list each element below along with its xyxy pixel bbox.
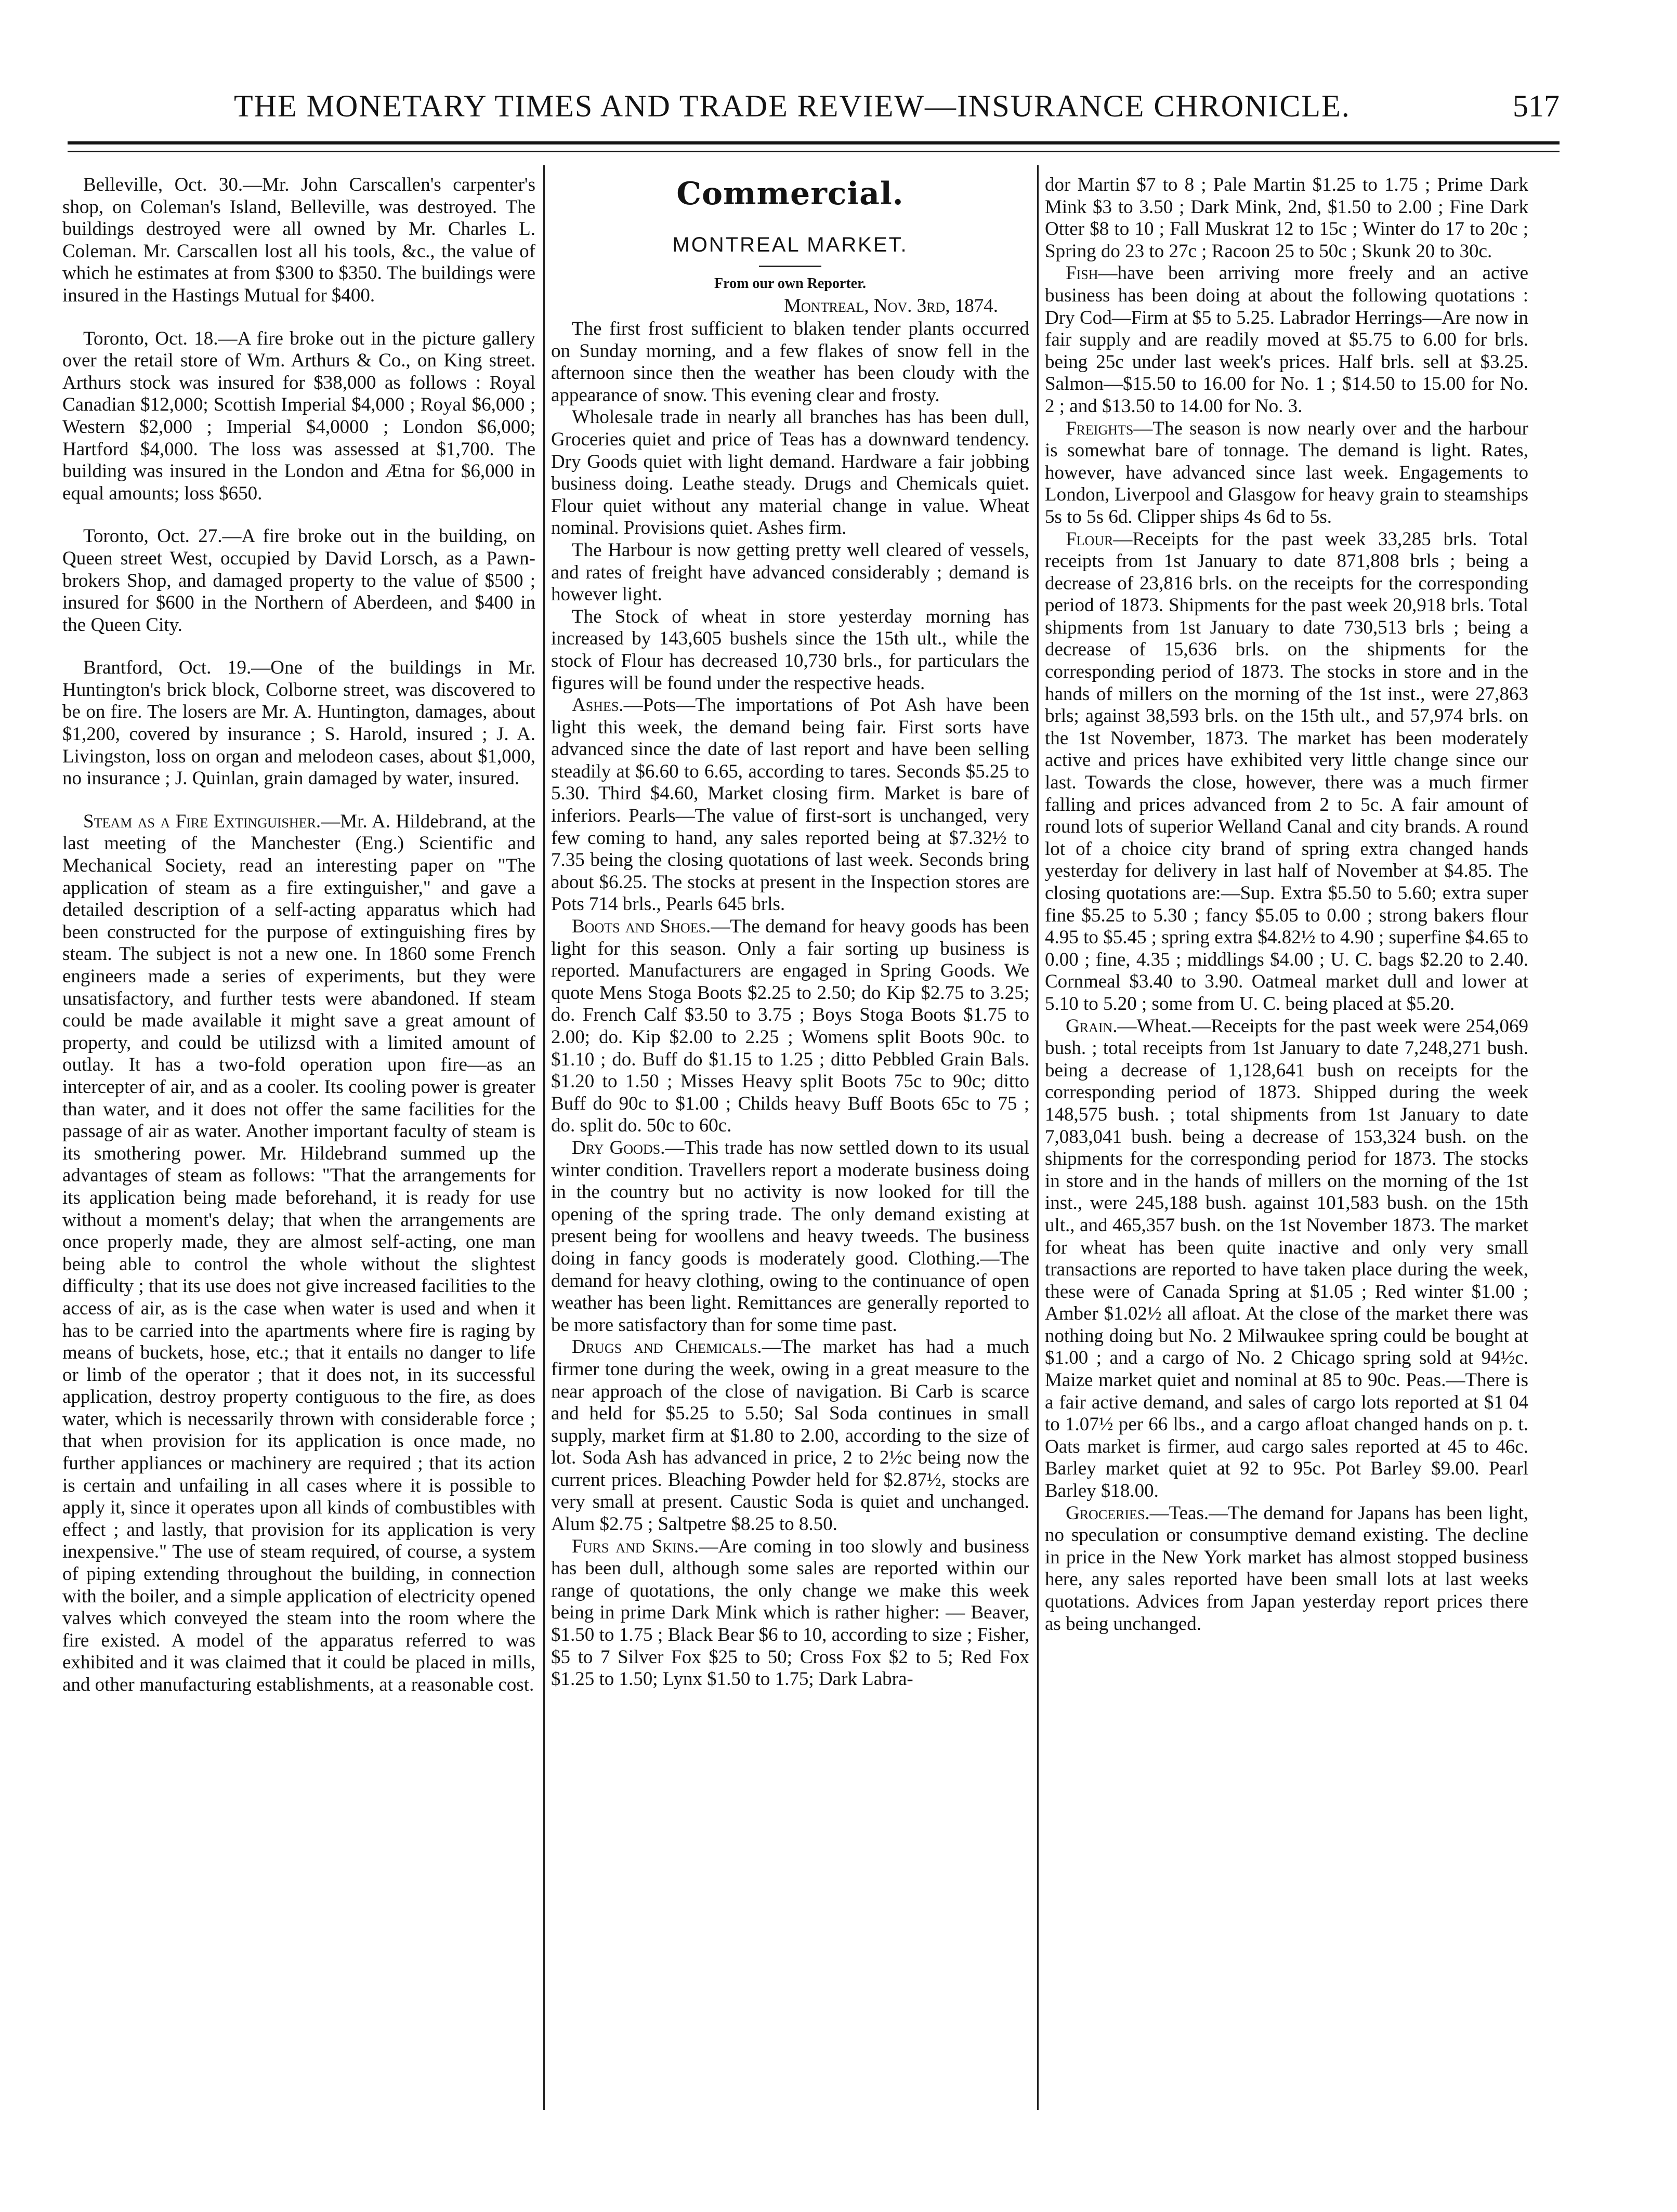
paragraph-weather: The first frost sufficient to blaken tender plants occurred on Sunday morning, and a few flakes of snow fell in the afternoon since then the weather has been cloudy with the appearance of snow. This evening clear and frosty. (551, 318, 1029, 406)
column-divider (543, 165, 545, 2110)
market-grain (1045, 1016, 1528, 1503)
column-divider (1037, 165, 1039, 2110)
article-steam-extinguisher (62, 811, 535, 1696)
market-title: MONTREAL MARKET. (672, 233, 908, 256)
section-title: Commercial. (676, 176, 904, 212)
market-heading: Flour (1066, 528, 1113, 550)
page-number: 517 (1513, 89, 1560, 123)
market-body: —Receipts for the past week 33,285 brls. Total receipts from 1st January to date 871,808 brls ; being a decrease of 23,816 brls. on the receipts for the corresponding period of 1873. Shipments for the past week 20,918 brls. Total shipments from 1st January to date 730,513 brls ; being a decrease of 15,636 brls. on the shipments for the corresponding period of 1873. The stocks in store and in the hands of millers on the morning of the 1st inst., were 27,863 brls; against 38,593 brls. on the 15th ult., and 57,974 brls. on the 1st November, 1873. The market has been moderately active and prices have exhibited very little change since our last. Towards the close, however, there was a much firmer falling and prices advanced from 2 to 5c. A fair amount of round lots of superior Welland Canal and city brands. A round lot of a choice city brand of spring extra changed hands yesterday for delivery in last half of November at $4.85. The closing quotations are:—Sup. Extra $5.50 to 5.60; extra super fine $5.25 to 5.30 ; fancy $5.05 to 0.00 ; strong bakers flour 4.95 to $5.45 ; spring extra $4.82½ to 4.90 ; superfine $4.65 to 0.00 ; fine, 4.35 ; middlings $4.00 ; U. C. bags $2.20 to 2.40. Cornmeal $3.40 to 3.90. Oatmeal market dull and lower at 5.10 to 5.20 ; some from U. C. being placed at $5.20. (1045, 528, 1528, 1015)
market-heading: Groceries. (1066, 1502, 1150, 1524)
market-fish (1045, 262, 1528, 417)
market-body: —Are coming in too slowly and business has been dull, although some sales are reported within our range of quotations, the only change we make this week being in prime Dark Mink which is rather higher: — Beaver, $1.50 to 1.75 ; Black Bear $6 to 10, according to size ; Fisher, $5 to 7 Silver Fox $25 to 50; Cross Fox $2 to 5; Red Fox $1.25 to 1.50; Lynx $1.50 to 1.75; Dark Labra- (551, 1535, 1029, 1690)
dateline: Montreal, Nov. 3rd, 1874. (784, 295, 998, 317)
article-toronto-oct-27: Toronto, Oct. 27.—A fire broke out in the building, on Queen street West, occupied by David Lorsch, as a Pawn-brokers Shop, and damaged property to the value of $500 ; insured for $600 in the Northern of Aberdeen, and $400 in the Queen City. (62, 525, 535, 636)
market-furs-continued: dor Martin $7 to 8 ; Pale Martin $1.25 to 1.75 ; Prime Dark Mink $3 to 3.50 ; Dark Mink, 2nd, $1.50 to 2.00 ; Fine Dark Otter $8 to 10 ; Fall Muskrat 12 to 15c ; Winter do 17 to 20c ; Spring do 23 to 27c ; Racoon 25 to 50c ; Skunk 20 to 30c. (1045, 174, 1528, 262)
market-furs-skins (551, 1536, 1029, 1691)
paragraph-wholesale: Wholesale trade in nearly all branches has has been dull, Groceries quiet and price of Teas has a downward tendency. Dry Goods quiet with light demand. Hardware a fair jobbing business doing. Leathe steady. Drugs and Chemicals quiet. Flour quiet without any material change in value. Wheat nominal. Provisions quiet. Ashes firm. (551, 406, 1029, 539)
market-drugs-chemicals (551, 1336, 1029, 1535)
market-flour (1045, 529, 1528, 1016)
column-middle (551, 174, 1029, 2108)
market-dry-goods (551, 1137, 1029, 1336)
market-heading: Freights (1066, 417, 1134, 439)
article-body: —Mr. A. Hildebrand, at the last meeting of the Manchester (Eng.) Scientific and Mechanical Society, read an interesting paper on "The application of steam as a fire extinguisher," and gave a detailed description of a self-acting apparatus which had been constructed for the purpose of extinguishing fires by steam. The subject is not a new one. In 1860 some French engineers made a series of experiments, but they were unsatisfactory, and further tests were abandoned. If steam could be made available it might save a great amount of property, and could be utilizsd with a limited amount of outlay. It has a two-fold operation upon fire—as an intercepter of air, and as a cooler. Its cooling power is greater than water, and it does not offer the same facilities for the passage of air as water. Another important faculty of steam is its smothering power. Mr. Hildebrand summed up the advantages of steam as follows: "That the arrangements for its application being made beforehand, it is ready for use without a moment's delay; that when the arrangements are once properly made, they are almost self-acting, one man being able to control the whole without the slightest difficulty ; that its use does not give increased facilities to the access of air, as is the case when water is used and when it has to be carried into the apartments where fire is raging by means of buckets, hose, etc.; that it entails no danger to life or limb of the operator ; that it does not, in its successful application, destroy property contiguous to the fire, as does water, which is necessarily thrown with considerable force ; that when provision for its application is once made, no further appliances or machinery are required ; that its action is certain and unfailing in all cases where it is possible to apply it, since it operates upon all kinds of combustibles with effect ; and lastly, that provision for its application is very inexpensive." The use of steam required, of course, a system of piping extending throughout the building, in connection with the boiler, and a simple application of electricity opened valves which conveyed the steam into the room where the fire existed. A model of the apparatus referred to was exhibited and it was claimed that it could be placed in mills, and other manufacturing establishments, at a reasonable cost. (62, 810, 535, 1695)
market-heading: Grain. (1066, 1015, 1118, 1037)
header-rule-thick (68, 141, 1560, 144)
article-belleville: Belleville, Oct. 30.—Mr. John Carscallen's carpenter's shop, on Coleman's Island, Belleville, was destroyed. The buildings destroyed were all owned by Mr. Charles L. Coleman. Mr. Carscallen lost all his tools, &c., the value of which he estimates at from $300 to $350. The buildings were insured in the Hastings Mutual for $400. (62, 174, 535, 306)
market-freights (1045, 418, 1528, 529)
market-body: —Teas.—The demand for Japans has been light, no speculation or consumptive demand existing. The decline in price in the New York market has almost stopped business here, any sales reported have been small lots at last weeks quotations. Advices from Japan yesterday report prices there as being unchanged. (1045, 1502, 1528, 1635)
paragraph-harbour: The Harbour is now getting pretty well cleared of vessels, and rates of freight have advanced considerably ; demand is however light. (551, 539, 1029, 605)
market-body: —The market has had a much firmer tone during the week, owing in a great measure to the near approach of the close of navigation. Bi Carb is scarce and held for $5.25 to 5.50; Sal Soda continues in small supply, market firm at $1.80 to 2.00, according to the size of lot. Soda Ash has advanced in price, 2 to 2½c being now the current prices. Bleaching Powder held for $2.87½, stocks are very small at present. Caustic Soda is quiet and unchanged. Alum $2.75 ; Saltpetre $8.25 to 8.50. (551, 1336, 1029, 1535)
article-toronto-oct-18: Toronto, Oct. 18.—A fire broke out in the picture gallery over the retail store of Wm. Arthurs & Co., on King street. Arthurs stock was insured for $38,000 as follows : Royal Canadian $12,000; Scottish Imperial $4,000 ; Royal $6,000 ; Western $2,000 ; Imperial $4,0000 ; London $6,000; Hartford $4,000. The loss was assessed at $1,700. The building was insured in the London and Ætna for $6,000 in equal amounts; loss $650. (62, 327, 535, 504)
byline: From our own Reporter. (714, 275, 866, 292)
article-brantford: Brantford, Oct. 19.—One of the buildings in Mr. Huntington's brick block, Colborne street, was discovered to be on fire. The losers are Mr. A. Huntington, damages, about $1,200, covered by insurance ; S. Harold, insured ; J. A. Livingston, loss on organ and melodeon cases, about $1,000, no insurance ; J. Quinlan, grain damaged by water, insured. (62, 657, 535, 789)
header-rule-thin (68, 151, 1560, 152)
market-body: —This trade has now settled down to its usual winter condition. Travellers report a moderate business doing in the country but no activity is now looked for till the opening of the spring trade. The only demand existing at present being for woollens and heavy tweeds. The business doing in fancy goods is moderately good. Clothing.—The demand for heavy clothing, owing to the continuance of open weather has been light. Remittances are generally reported to be more satisfactory than for some time past. (551, 1137, 1029, 1336)
masthead-title: THE MONETARY TIMES AND TRADE REVIEW—INSURANCE CHRONICLE. (234, 89, 1351, 123)
market-body: —Wheat.—Receipts for the past week were 254,069 bush. ; total receipts from 1st January to date 7,248,271 bush. being a decrease of 1,128,641 bush on receipts for the corresponding period of 1873. Shipped during the week 148,575 bush. ; total shipments from 1st January to date 7,083,041 bush. being a decrease of 153,324 bush. on the shipments for the corresponding period for 1873. The stocks in store and in the hands of millers on the morning of the 1st inst., were 245,188 bush. against 101,583 bush. on the 15th ult., and 465,357 bush. on the 1st November 1873. The market for wheat has been quite inactive and only very small transactions are reported to have taken place during the week, these were of Canada Spring at $1.05 ; Red winter $1.00 ; Amber $1.02½ all afloat. At the close of the market there was nothing doing but No. 2 Milwaukee spring could be bought at $1.00 ; and a cargo of No. 2 Chicago spring sold at 94½c. Maize market quiet and nominal at 85 to 90c. Peas.—There is a fair active demand, and sales of cargo lots reported at $1 04 to 1.07½ per 66 lbs., and a cargo afloat changed hands on p. t. Oats market is firmer, aud cargo sales reported at 45 to 46c. Barley market quiet at 92 to 95c. Pot Barley $9.00. Pearl Barley $18.00. (1045, 1015, 1528, 1502)
market-heading: Dry Goods. (572, 1137, 665, 1158)
column-right (1045, 174, 1528, 2108)
title-rule (759, 266, 821, 267)
market-boots-shoes (551, 916, 1029, 1137)
market-heading: Boots and Shoes. (572, 916, 711, 938)
market-body: —The season is now nearly over and the harbour is somewhat bare of tonnage. The demand is light. Rates, however, have advanced since last week. Engagements to London, Liverpool and Glasgow for heavy grain to steamships 5s to 5s 6d. Clipper ships 4s 6d to 5s. (1045, 417, 1528, 528)
market-heading: Fish (1066, 262, 1098, 284)
market-body: —have been arriving more freely and an active business has been doing at about the following quotations : Dry Cod—Firm at $5 to 5.25. Labrador Herrings—Are now in fair supply and are readily moved at $5.75 to 6.00 for brls. being 25c under last week's prices. Half brls. sell at $3.25. Salmon—$15.50 to 16.00 for No. 1 ; $14.50 to 15.00 for No. 2 ; and $13.50 to 14.00 for No. 3. (1045, 262, 1528, 417)
market-ashes (551, 694, 1029, 916)
market-heading: Drugs and Chemicals. (572, 1336, 762, 1358)
market-heading: Ashes. (572, 694, 624, 716)
market-body: —The demand for heavy goods has been light for this season. Only a fair sorting up business is reported. Manufacturers are engaged in Spring Goods. We quote Mens Stoga Boots $2.25 to 2.50; do Kip $2.75 to 3.25; do. French Calf $3.50 to 3.75 ; Boys Stoga Boots $1.75 to 2.00; do. Kip $2.00 to 2.25 ; Womens split Boots 90c. to $1.10 ; do. Buff do $1.15 to 1.25 ; ditto Pebbled Grain Bals. $1.20 to 1.50 ; Misses Heavy split Boots 75c to 90c; ditto Buff do 90c to $1.00 ; Childs heavy Buff Boots 65c to 75 ; do. split do. 50c to 60c. (551, 916, 1029, 1137)
column-left (62, 174, 535, 2108)
market-groceries (1045, 1503, 1528, 1636)
paragraph-stock: The Stock of wheat in store yesterday morning has increased by 143,605 bushels since the 15th ult., while the stock of Flour has decreased 10,730 brls., for particulars the figures will be found under the respective heads. (551, 605, 1029, 694)
market-heading: Furs and Skins. (572, 1535, 699, 1557)
market-body: —Pots—The importations of Pot Ash have been light this week, the demand being fair. First sorts have advanced since the date of last report and have been selling steadily at $6.60 to 6.65, according to tares. Seconds $5.25 to 5.30. Third $4.60, Market closing firm. Market is bare of inferiors. Pearls—The value of first-sort is unchanged, very few coming to hand, any sales reported being at $7.32½ to 7.35 being the closing quotations of last week. Seconds bring about $6.25. The stocks at present in the Inspection stores are Pots 714 brls., Pearls 645 brls. (551, 694, 1029, 915)
article-heading: Steam as a Fire Extinguisher. (83, 810, 321, 832)
